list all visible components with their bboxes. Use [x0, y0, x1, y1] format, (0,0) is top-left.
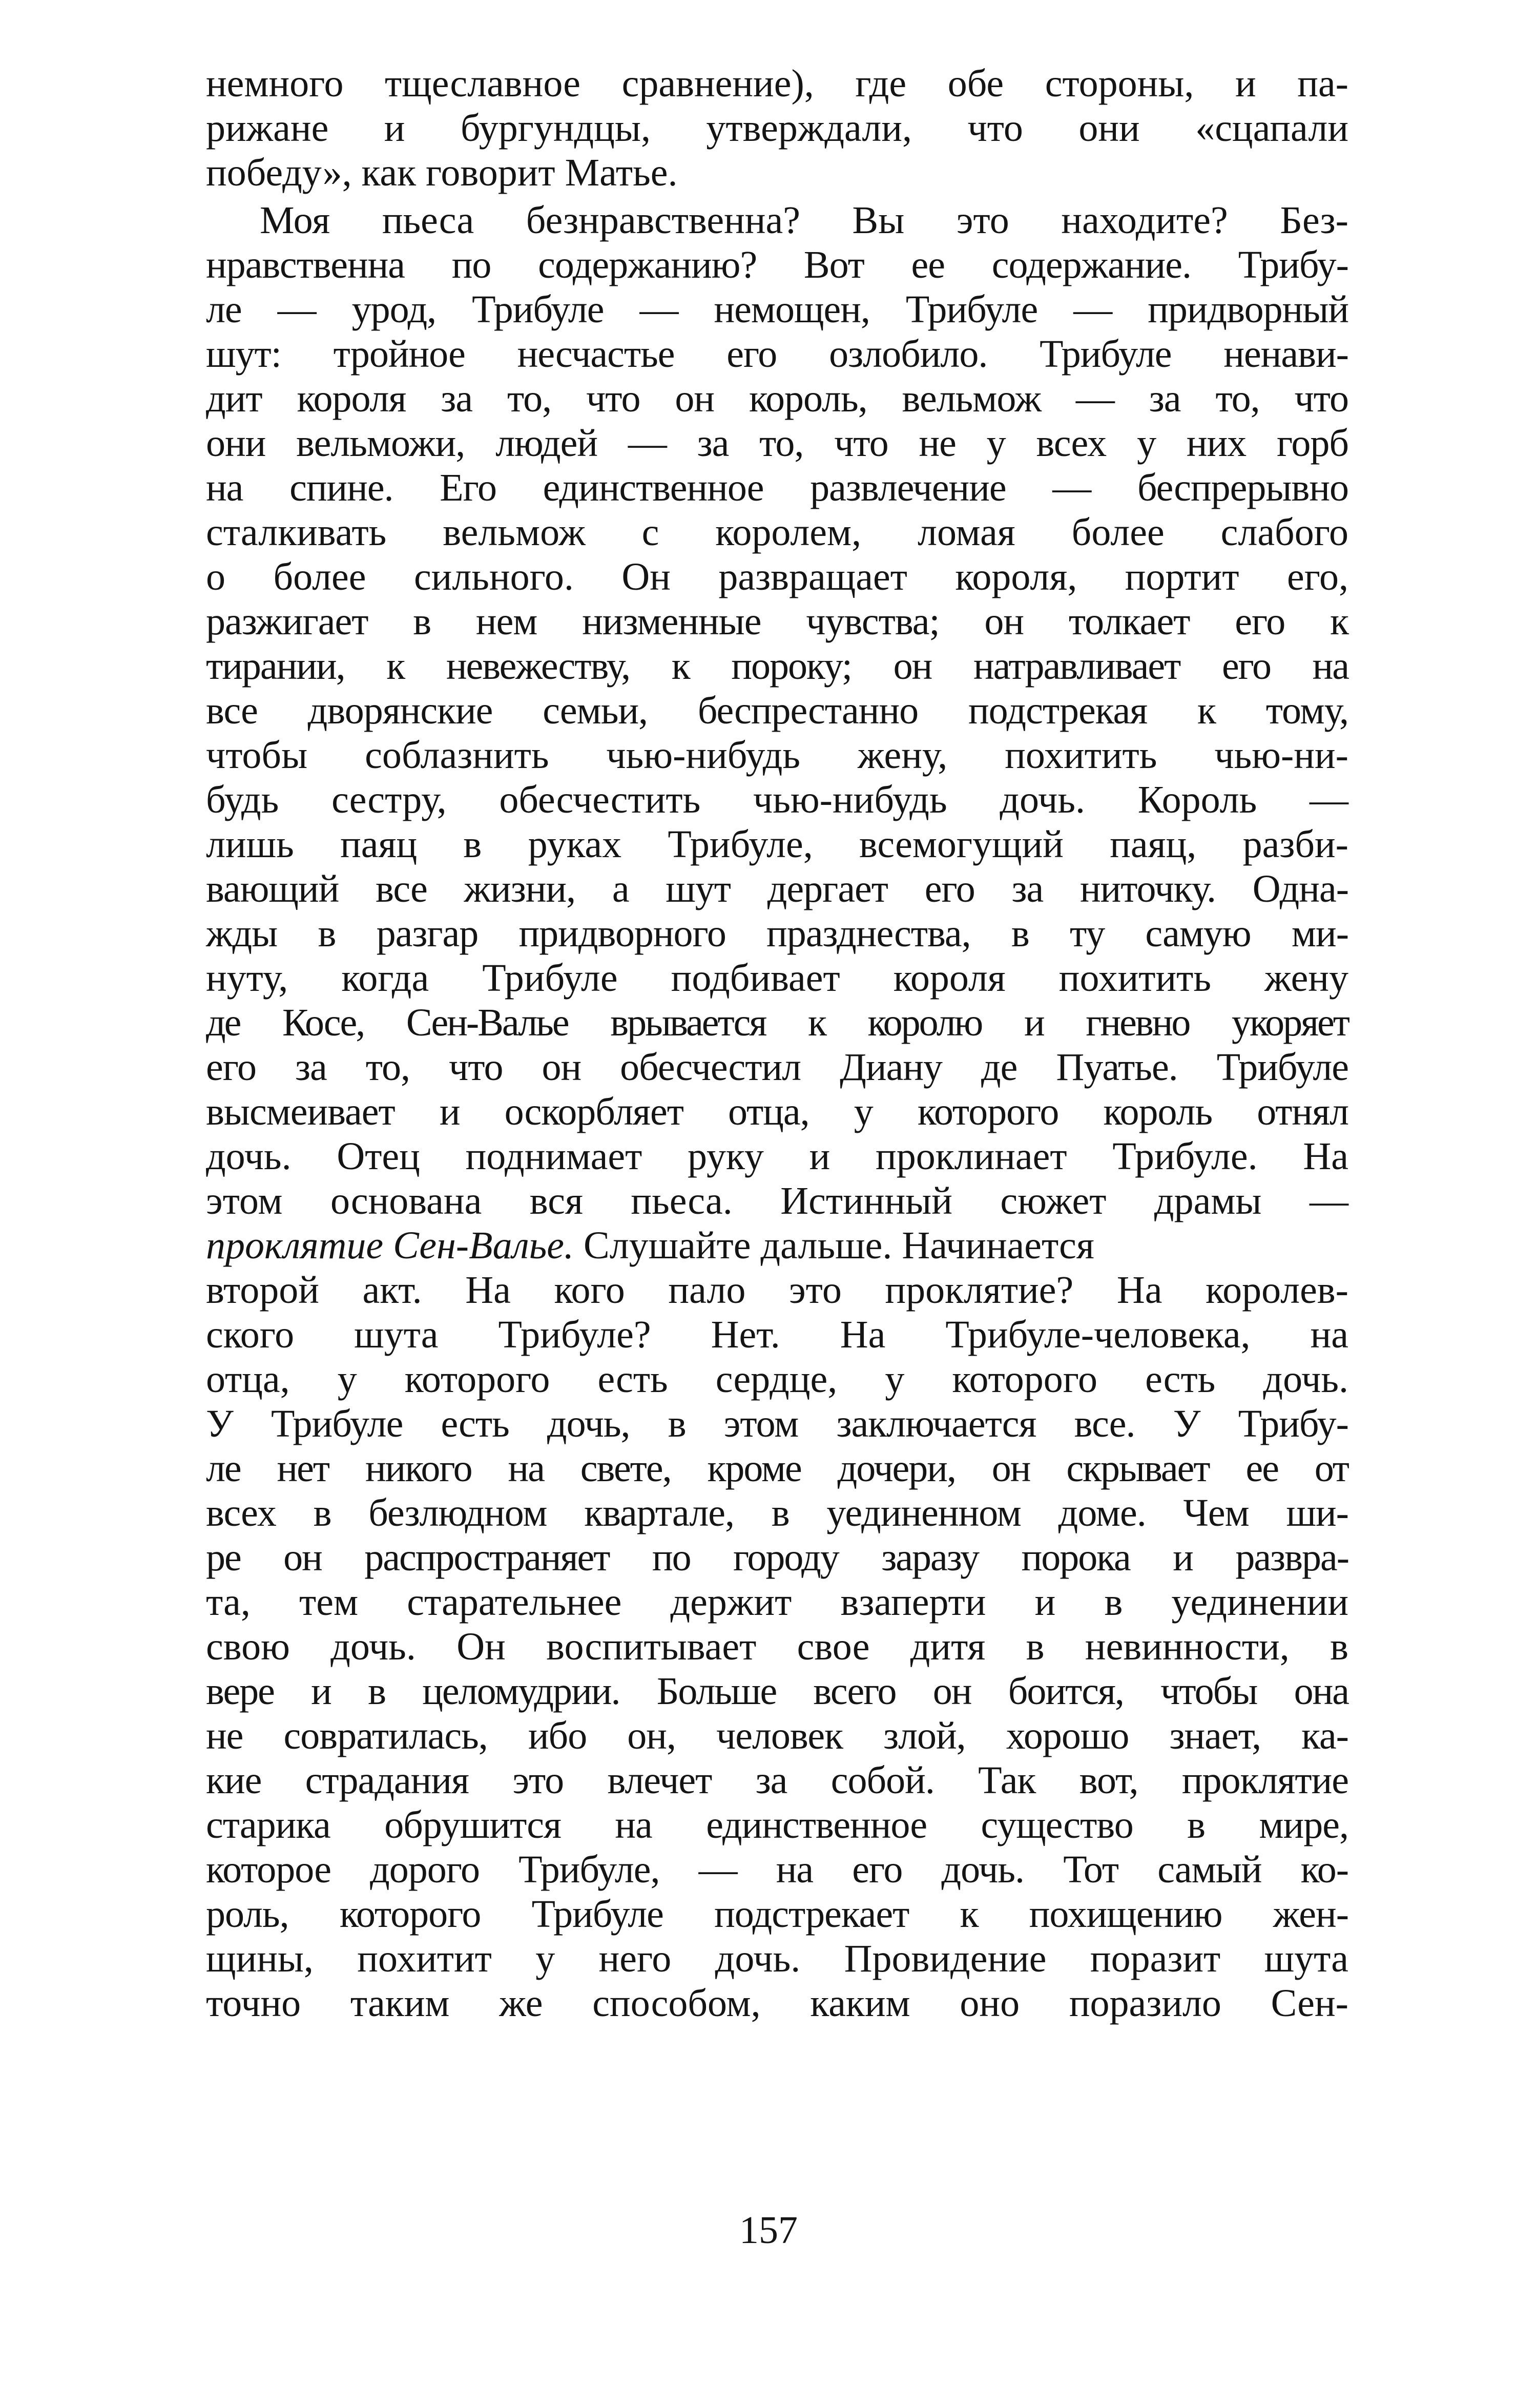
text-line: победу», как говорит Матье. [206, 151, 678, 194]
text-line: тирании, к невежеству, к пороку; он натравливает его на [206, 645, 1348, 688]
text-line: высмеивает и оскорбляет отца, у которого король отнял [206, 1090, 1348, 1133]
text-line: нравственна по содержанию? Вот ее содержание. Трибу- [206, 243, 1348, 286]
italic-phrase [206, 1222, 1094, 1269]
text-line: немного тщеславное сравнение), где обе стороны, и па- [206, 62, 1348, 105]
text-line: ле — урод, Трибуле — немощен, Трибуле — придворный [206, 288, 1348, 331]
text-line: на спине. Его единственное развлечение — беспрерывно [206, 466, 1348, 509]
text-line: разжигает в нем низменные чувства; он толкает его к [206, 600, 1348, 643]
text-line: которое дорого Трибуле, — на его дочь. Тот самый ко- [206, 1848, 1348, 1891]
text-line: о более сильного. Он развращает короля, портит его, [206, 555, 1348, 598]
text-line: его за то, что он обесчестил Диану де Пуатье. Трибуле [206, 1046, 1348, 1089]
text-line: У Трибуле есть дочь, в этом заключается все. У Трибу- [206, 1402, 1348, 1445]
text-line: чтобы соблазнить чью-нибудь жену, похитить чью-ни- [206, 734, 1348, 777]
text-line: лишь паяц в руках Трибуле, всемогущий паяц, разби- [206, 823, 1348, 866]
text-line: жды в разгар придворного празднества, в ту самую ми- [206, 912, 1348, 955]
text-line: вере и в целомудрии. Больше всего он боится, чтобы она [206, 1670, 1348, 1713]
text-line: точно таким же способом, каким оно поразило Сен- [206, 1982, 1348, 2025]
text-line: дит короля за то, что он король, вельмож — за то, что [206, 377, 1348, 420]
text-line: ского шута Трибуле? Нет. На Трибуле-человека, на [206, 1313, 1348, 1356]
text-line: второй акт. На кого пало это проклятие? На королев- [206, 1269, 1348, 1312]
text-line: дочь. Отец поднимает руку и проклинает Трибуле. На [206, 1135, 1348, 1178]
text-line: де Косе, Сен-Валье врывается к королю и гневно укоряет [206, 1001, 1348, 1044]
text-line: кие страдания это влечет за собой. Так вот, проклятие [206, 1759, 1348, 1802]
text-line: этом основана вся пьеса. Истинный сюжет драмы — [206, 1179, 1348, 1222]
text-line: нуту, когда Трибуле подбивает короля похитить жену [206, 957, 1348, 1000]
text-line: вающий все жизни, а шут дергает его за ниточку. Одна- [206, 867, 1348, 910]
text-line: ре он распространяет по городу заразу порока и развра- [206, 1536, 1348, 1579]
text-fragment: Слушайте дальше. Начинается [574, 1224, 1094, 1267]
curse-phrase: проклятие Сен-Валье. [206, 1224, 574, 1267]
page-number: 157 [739, 2209, 798, 2252]
text-line: они вельможи, людей — за то, что не у всех у них горб [206, 422, 1348, 465]
text-line: Моя пьеса безнравственна? Вы это находите? Без- [260, 199, 1348, 242]
text-line: всех в безлюдном квартале, в уединенном доме. Чем ши- [206, 1491, 1348, 1534]
text-line: рижане и бургундцы, утверждали, что они «сцапали [206, 107, 1348, 150]
text-line: ле нет никого на свете, кроме дочери, он скрывает ее от [206, 1447, 1348, 1490]
text-line: отца, у которого есть сердце, у которого есть дочь. [206, 1358, 1348, 1401]
text-line: роль, которого Трибуле подстрекает к похищению жен- [206, 1893, 1348, 1936]
text-line: не совратилась, ибо он, человек злой, хорошо знает, ка- [206, 1714, 1348, 1757]
text-line: шут: тройное несчастье его озлобило. Трибуле ненави- [206, 333, 1348, 376]
text-line: все дворянские семьи, беспрестанно подстрекая к тому, [206, 689, 1348, 732]
text-line: свою дочь. Он воспитывает свое дитя в невинности, в [206, 1625, 1348, 1668]
text-line: сталкивать вельмож с королем, ломая более слабого [206, 511, 1348, 554]
text-line: старика обрушится на единственное существо в мире, [206, 1803, 1348, 1846]
text-line: щины, похитит у него дочь. Провидение поразит шута [206, 1937, 1348, 1980]
text-line: будь сестру, обесчестить чью-нибудь дочь. Король — [206, 778, 1348, 821]
text-line: та, тем старательнее держит взаперти и в уединении [206, 1581, 1348, 1624]
